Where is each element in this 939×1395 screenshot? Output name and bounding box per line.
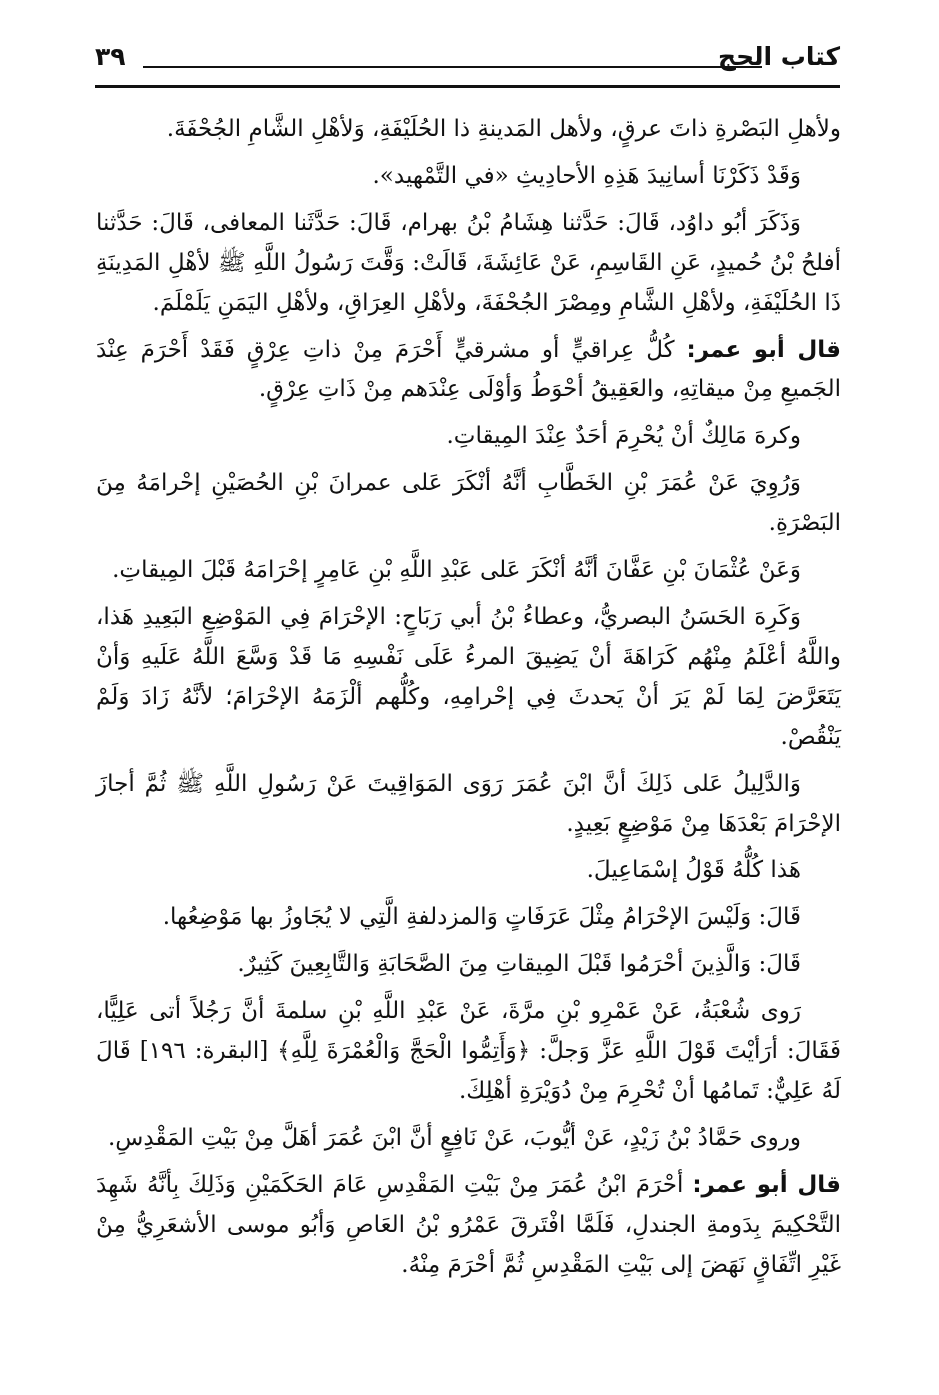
running-title: كتاب الحج — [718, 42, 840, 71]
page-number: ٣٩ — [95, 42, 126, 71]
paragraph-text: رَوى شُعْبَةُ، عَنْ عَمْرِو بْنِ مرَّةَ، عَنْ عَبْدِ اللَّهِ بْنِ سلمةَ أنَّ رَجُلاً أتى عَلِيًّا، فَقَالَ: أرَأيْتَ قَوْلَ اللَّهِ عَزَّ وَجلَّ: ﴿وَأَتِمُّوا الْحَجَّ وَالْعُمْرَةَ لِلَّهِ﴾ [البقرة: ١٩٦] قَالَ لَهُ عَلِيٌّ: تَمامُها أنْ تُحْرِمَ مِنْ دُوَيْرَةِ أهْلِكَ. — [96, 998, 841, 1104]
paragraph — [96, 204, 841, 324]
paragraph-text: هَذا كُلُّهُ قَوْلُ إسْمَاعِيلَ. — [586, 857, 801, 884]
speaker-label: قال أبو عمر: — [692, 1171, 841, 1198]
paragraph-text: وَالدَّلِيلُ عَلى ذَلِكَ أنَّ ابْنَ عُمَرَ رَوَى المَوَاقِيتَ عَنْ رَسُولِ اللَّهِ ﷺ ثُمَّ أجازَ الإحْرَامَ بَعْدَهَا مِنْ مَوْضِعٍ بَعِيدٍ. — [96, 770, 841, 837]
paragraph — [96, 765, 841, 845]
paragraph — [96, 464, 841, 544]
paragraph-text: وروى حَمَّادُ بْنُ زَيْدٍ، عَنْ أيُّوبَ، عَنْ نَافِعٍ أنَّ ابْنَ عُمَرَ أهَلَّ مِنْ بَيْتِ المَقْدِسِ. — [108, 1124, 801, 1151]
paragraph-text: وَذَكَرَ أبُو داوُد، قَالَ: حَدَّثنا هِشَامُ بْنُ بهرام، قَالَ: حَدَّثَنا المعافى، قَالَ: حَدَّثنا أفلحُ بْنُ حُميدٍ، عَنِ القَاسِمِ، عَنْ عَائِشَةَ، قَالَتْ: وَقَّتَ رَسُولُ اللَّهِ ﷺ لأهْلِ المَدِينَةِ ذَا الحُلَيْفَةِ، ولأهْلِ الشَّامِ ومِصْرَ الجُحْفَةَ، ولأهْلِ العِرَاقِ، ولأهْلِ اليَمَنِ يَلَمْلَمَ. — [96, 209, 841, 316]
paragraph — [96, 851, 841, 891]
paragraph — [96, 1119, 841, 1159]
paragraph — [96, 331, 841, 411]
paragraph-text: وَرُوِيَ عَنْ عُمَرَ بْنِ الخَطَّابِ أنَّهُ أنْكَرَ عَلى عمرانَ بْنِ الحُصَيْنِ إحْرامَهُ مِنَ البَصْرَةِ. — [96, 470, 841, 537]
paragraph — [96, 945, 841, 985]
paragraph-text: وَكَرِهَ الحَسَنُ البصريُّ، وعطاءُ بْنُ أبي رَبَاحٍ: الإحْرَامَ فِي المَوْضِعِ البَعِيدِ هَذا، واللَّهُ أعْلَمُ مِنْهُم كَرَاهَةَ أنْ يَضِيقَ المرءُ عَلَى نَفْسِهِ مَا قَدْ وَسَّعَ اللَّهُ عَلَيهِ وَأنْ يَتَعَرَّضَ لِمَا لَمْ يَرَ أنْ يَحدثَ فِي إحْرامِهِ، وكُلُّهم ألْزَمَهُ الإحْرَامَ؛ لأنَّهُ زَادَ وَلَمْ يَنْقُصْ. — [96, 603, 841, 750]
paragraph-text: قَالَ: وَالَّذِينَ أحْرَمُوا قَبْلَ المِيقاتِ مِنَ الصَّحَابَةِ وَالتَّابِعِينَ كَثِيرٌ. — [237, 951, 801, 978]
paragraph-text: وَعَنْ عُثْمَانَ بْنِ عَفَّانَ أنَّهُ أنْكَرَ عَلى عَبْدِ اللَّهِ بْنِ عَامِرٍ إحْرَامَهُ قَبْلَ المِيقاتِ. — [112, 557, 801, 584]
header-dash — [143, 66, 762, 68]
paragraph — [96, 110, 841, 150]
paragraph — [96, 598, 841, 758]
paragraph — [96, 417, 841, 457]
paragraph-text: ولأهلِ البَصْرةِ ذاتَ عرقٍ، ولأهل المَدينةِ ذا الحُلَيْفَةِ، وَلأهْلِ الشَّامِ الجُحْفَةَ. — [166, 116, 841, 142]
paragraph — [96, 1166, 841, 1286]
paragraph-text: قَالَ: وَلَيْسَ الإحْرَامُ مِثْلَ عَرَفَاتٍ وَالمزدلفةِ الَّتِي لا يُجَاوزُ بها مَوْضِعُها. — [162, 904, 801, 931]
paragraph — [96, 898, 841, 938]
paragraph — [96, 551, 841, 591]
page-header — [95, 38, 840, 88]
paragraph — [96, 992, 841, 1112]
paragraph-text: أحْرَمَ ابْنُ عُمَرَ مِنْ بَيْتِ المَقْدِسِ عَامَ الحَكَمَيْنِ وَذَلِكَ بِأنَّهُ شَهِدَ التَّحْكِيمَ بِدَومةِ الجندلِ، فَلَمَّا افْتَرقَ عَمْرُو بْنُ العَاصِ وَأبُو موسى الأشعَرِيُّ مِنْ غَيْرِ اتِّفَاقٍ نَهَضَ إلى بَيْتِ المَقْدِسِ ثُمَّ أحْرَمَ مِنْهُ. — [96, 1171, 841, 1278]
paragraph — [96, 157, 841, 197]
paragraph-text: وكرهَ مَالِكٌ أنْ يُحْرِمَ أحَدٌ عِنْدَ المِيقاتِ. — [446, 423, 801, 450]
paragraph-text: كُلُّ عِراقيٍّ أو مشرقيٍّ أَحْرَمَ مِنْ ذاتِ عِرْقٍ فَقَدْ أَحْرَمَ عِنْدَ الجَميعِ مِنْ ميقاتِهِ، والعَقِيقُ أحْوَطُ وَأوْلَى عِنْدَهم مِنْ ذَاتِ عِرْقٍ. — [96, 336, 841, 403]
speaker-label: قال أبو عمر: — [686, 336, 841, 363]
page-body — [96, 110, 841, 1292]
header-rule — [95, 85, 840, 88]
paragraph-text: وَقَدْ ذَكَرْنَا أسانِيدَ هَذِهِ الأحادِيثِ «في التَّمْهيد». — [372, 162, 801, 189]
